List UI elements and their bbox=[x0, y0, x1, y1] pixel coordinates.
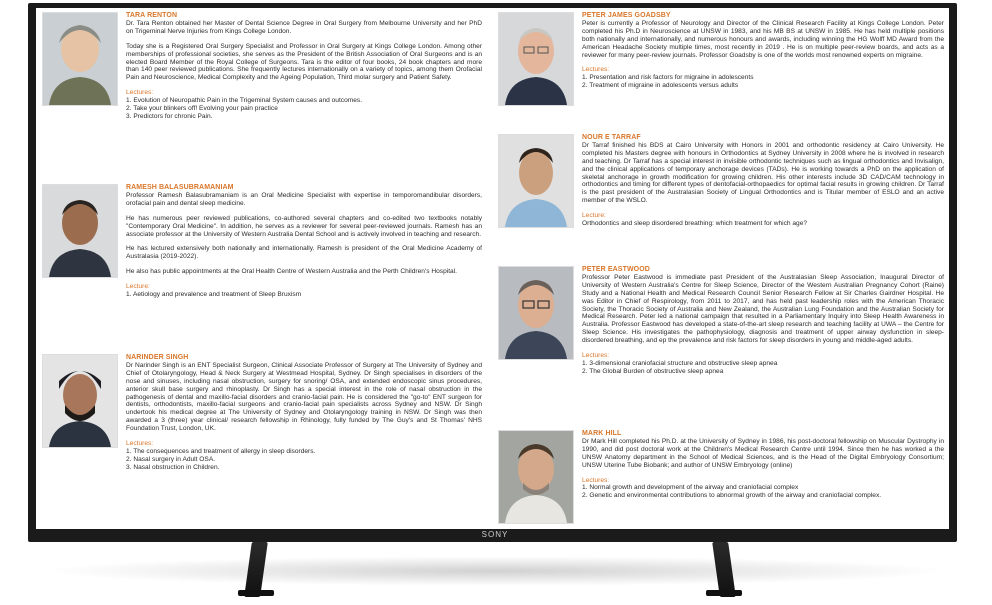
bio-paragraph: Professor Peter Eastwood is immediate past President of the Australasian Sleep Association, Inaugural Director of University of Western Australia's Centre for Sleep Science, Director of the Western Australian Pregnancy Cohort (Raine) Study and a National Health and Medical Research Council Senior Research Fellow at Sir Charles Gairdner Hospital. He was Editor in Chief of Respirology, from 2011 to 2017, and has held past leadership roles with the American Thoracic Society, the Thoracic Society of Australia and New Zealand, the Australian Lung Foundation and the Australian Society for Medical Research. Peter led a national campaign that resulted in a Parliamentary Inquiry into Sleep Health Awareness in Australia. Professor Eastwood has developed a state-of-the-art sleep research and teaching facility at UWA – the Centre for Sleep Science. His investigates the pathophysiology, diagnosis and treatment of upper airway dysfunction in sleep-disordered breathing, and ep the prevalence and risk factors for sleep disorders in young and middle-aged adults. bbox=[582, 273, 944, 345]
tv-screen bbox=[36, 8, 949, 529]
speaker-photo bbox=[498, 266, 574, 360]
speaker-text bbox=[582, 266, 944, 376]
lectures-heading: Lectures: bbox=[126, 440, 154, 448]
lecture-item: 2. Nasal surgery in Adult OSA. bbox=[126, 455, 216, 463]
speaker-bio bbox=[582, 20, 944, 60]
speaker-text bbox=[582, 134, 944, 228]
lectures-list bbox=[126, 448, 482, 472]
speaker-photo bbox=[498, 430, 574, 524]
lectures-heading: Lectures: bbox=[582, 66, 610, 74]
bio-paragraph: He has lectured extensively both nationally and internationally. Ramesh is president of the Oral Medicine Academy of Australasia (2019-2022). bbox=[126, 245, 482, 261]
lecture-item: 2. The Global Burden of obstructive sleep apnea bbox=[582, 367, 724, 375]
speaker-photo bbox=[498, 134, 574, 228]
bio-paragraph: Dr Mark Hill completed his Ph.D. at the University of Sydney in 1986, his post-doctoral fellowship on Muscular Dystrophy in 1990, and did post doctoral work at the Children's Medical Research Centre until 1994. Since then he has worked a the UNSW Anatomy department in the School of Medical Sciences, and is the Head of the Digital Embryology Consortium; UNSW Uterine Tube Biobank; and author of UNSW Embryology (online) bbox=[582, 437, 944, 469]
lectures-list bbox=[582, 360, 944, 376]
portrait-image-icon bbox=[43, 13, 117, 105]
lectures-list bbox=[582, 74, 944, 90]
lecture-item: 2. Take your blinkers off! Evolving your pain practice bbox=[126, 105, 278, 113]
lecture-item: Orthodontics and sleep disordered breathing: which treatment for which age? bbox=[582, 220, 808, 228]
speaker-photo bbox=[42, 184, 118, 278]
portrait-image-icon bbox=[499, 267, 573, 359]
speaker-text bbox=[126, 354, 482, 472]
bio-paragraph: Dr Tarraf finished his BDS at Cairo University with Honors in 2001 and orthodontic residency at Cairo University. He completed his Masters degree with honours in Orthodontics at Sydney University in 2008 where he is involved in research and teaching. Dr Tarraf has a special interest in invisible orthodontic techniques such as lingual orthodontics and Invisalign, and the clinical applications of temporary anchorage devices (TADs). He is working towards a PhD on the application of skeletal anchorage in growth modification for growing children. His other interests include 3D CAD/CAM technology in orthodontics and timing for different types of dentofacial-orthopaedics for optimal facial results in growing children. Dr Tarraf is the past president of the Australasian Society of Lingual Orthodontics and is Titular member of ESLO and an active member of the WSLO. bbox=[582, 141, 944, 205]
lecture-item: 1. 3-dimensional craniofacial structure and obstructive sleep apnea bbox=[582, 359, 778, 367]
speaker-name: RAMESH BALASUBRAMANIAM bbox=[126, 184, 234, 191]
bio-paragraph: Dr. Tara Renton obtained her Master of Dental Science Degree in Oral Surgery from Melbourne University and her PhD on Trigeminal Nerve Injuries from Kings College London. bbox=[126, 19, 482, 35]
lecture-item: 1. Presentation and risk factors for migraine in adolescents bbox=[582, 74, 754, 82]
speaker-photo bbox=[498, 12, 574, 106]
speaker-name: MARK HILL bbox=[582, 430, 622, 437]
speaker-bio bbox=[126, 192, 482, 276]
lecture-item: 2. Genetic and environmental contributions to abnormal growth of the airway and craniofacial complex. bbox=[582, 492, 882, 500]
lecture-item: 2. Treatment of migraine in adolescents versus adults bbox=[582, 82, 739, 90]
speaker-photo bbox=[42, 12, 118, 106]
lectures-heading: Lecture: bbox=[582, 212, 606, 220]
speaker-bio bbox=[582, 142, 944, 205]
speaker-text bbox=[126, 12, 482, 121]
lecture-item: 1. Normal growth and development of the airway and craniofacial complex bbox=[582, 484, 799, 492]
lecture-item: 1. The consequences and treatment of allergy in sleep disorders. bbox=[126, 447, 316, 455]
tv-shadow bbox=[40, 556, 950, 586]
speaker-photo bbox=[42, 354, 118, 448]
lecture-item: 3. Nasal obstruction in Children. bbox=[126, 463, 220, 471]
tv-brand-logo: SONY bbox=[481, 530, 509, 539]
lectures-heading: Lectures: bbox=[582, 476, 610, 484]
tv-stand-right-foot bbox=[706, 590, 742, 596]
lectures-list bbox=[582, 484, 944, 500]
speaker-text bbox=[582, 430, 944, 500]
lectures-list bbox=[126, 97, 482, 121]
lecture-item: 1. Evolution of Neuropathic Pain in the Trigeminal System causes and outcomes. bbox=[126, 97, 363, 105]
portrait-image-icon bbox=[499, 135, 573, 227]
bio-paragraph: Professor Ramesh Balasubramaniam is an Oral Medicine Specialist with expertise in temporomandibular disorders, orofacial pain and dental sleep medicine. bbox=[126, 191, 482, 207]
bio-paragraph: Today she is a Registered Oral Surgery Specialist and Professor in Oral Surgery at Kings College London. Among other memberships of professional societies, she serves as the President of the British Association of Oral Surgeons and is an elected Board Member of the Royal College of Surgeons. Tara is the editor of four books, 24 book chapters and more than 140 peer reviewed publications. She frequently lectures internationally on a variety of topics, among them Orofacial Pain and Neuroscience, Medical Complexity and the Ageing Population, Third molar surgery and Patient Safety. bbox=[126, 42, 482, 82]
speaker-bio bbox=[126, 362, 482, 433]
speaker-name: TARA RENTON bbox=[126, 12, 178, 19]
portrait-image-icon bbox=[43, 185, 117, 277]
lectures-heading: Lecture: bbox=[126, 283, 150, 291]
bio-paragraph: Dr Narinder Singh is an ENT Specialist Surgeon, Clinical Associate Professor of Surgery at The University of Sydney and Chief of Otolaryngology, Head & Neck Surgery at Westmead Hospital, Sydney. Dr Singh specialises in disorders of the nose and sinuses, including nasal obstruction, surgery for snoring/ OSA, and extended endoscopic sinus procedures, anterior skull base surgery and rhinoplasty. Dr Singh has a special interest in the role of nasal obstruction in the pathogenesis of dental and maxillo-facial disorders and cranio-facial pain. He is considered the "go-to" ENT surgeon for dentists, orthodontists, maxillo-facial surgeons and cranio-facial pain specialists across Sydney and NSW. Dr Singh undertook his medical degree at The University of Sydney and Otolaryngology training in NSW. Dr Singh was then awarded a 3 (three) year clinical/ research fellowship in Rhinology, fully funded by The Guy's and St Thomas' NHS Foundation Trust, London, UK. bbox=[126, 361, 482, 433]
bio-paragraph: He has numerous peer reviewed publications, co-authored several chapters and co-edited two textbooks notably "Contemporary Oral Medicine". In addition, he serves as a reviewer for several peer-reviewed journals. Ramesh has an associate professor at the University of Western Australia Dental School and is actively involved in teaching and research. bbox=[126, 214, 482, 238]
portrait-image-icon bbox=[499, 13, 573, 105]
speaker-name: NARINDER SINGH bbox=[126, 354, 189, 361]
tv-stand-left-foot bbox=[238, 590, 274, 596]
lecture-item: 3. Predictors for chronic Pain. bbox=[126, 112, 213, 120]
speaker-name: PETER EASTWOOD bbox=[582, 266, 650, 273]
lectures-list bbox=[126, 291, 482, 299]
lecture-item: 1. Aetiology and prevalence and treatment of Sleep Bruxism bbox=[126, 291, 302, 299]
bio-paragraph: He also has public appointments at the Oral Health Centre of Western Australia and the Perth Children's Hospital. bbox=[126, 268, 458, 276]
speaker-bio bbox=[582, 438, 944, 470]
portrait-image-icon bbox=[43, 355, 117, 447]
lectures-list bbox=[582, 220, 944, 228]
lectures-heading: Lectures: bbox=[126, 89, 154, 97]
portrait-image-icon bbox=[499, 431, 573, 523]
speaker-name: NOUR E TARRAF bbox=[582, 134, 641, 141]
bio-paragraph: Peter is currently a Professor of Neurology and Director of the Clinical Research Facility at Kings College London. Peter completed his Ph.D in Neuroscience at UNSW in 1983, and his MB BS at UNSW in 1985. He has held multiple positions both nationally and internationally, and numerous honours and awards, including winning the HG Wolff MD Award from the American Headache Society multiple times, most recently in 2019 . He is on multiple peer-review boards, and acts as a reviewer for many peer-review journals. Professor Goadsby is one of the worlds most renowned experts on migraine. bbox=[582, 19, 944, 59]
speaker-bio bbox=[126, 20, 482, 82]
speaker-text bbox=[126, 184, 482, 299]
speaker-text bbox=[582, 12, 944, 90]
speaker-name: PETER JAMES GOADSBY bbox=[582, 12, 671, 19]
lectures-heading: Lectures: bbox=[582, 352, 610, 360]
speaker-bio bbox=[582, 274, 944, 345]
